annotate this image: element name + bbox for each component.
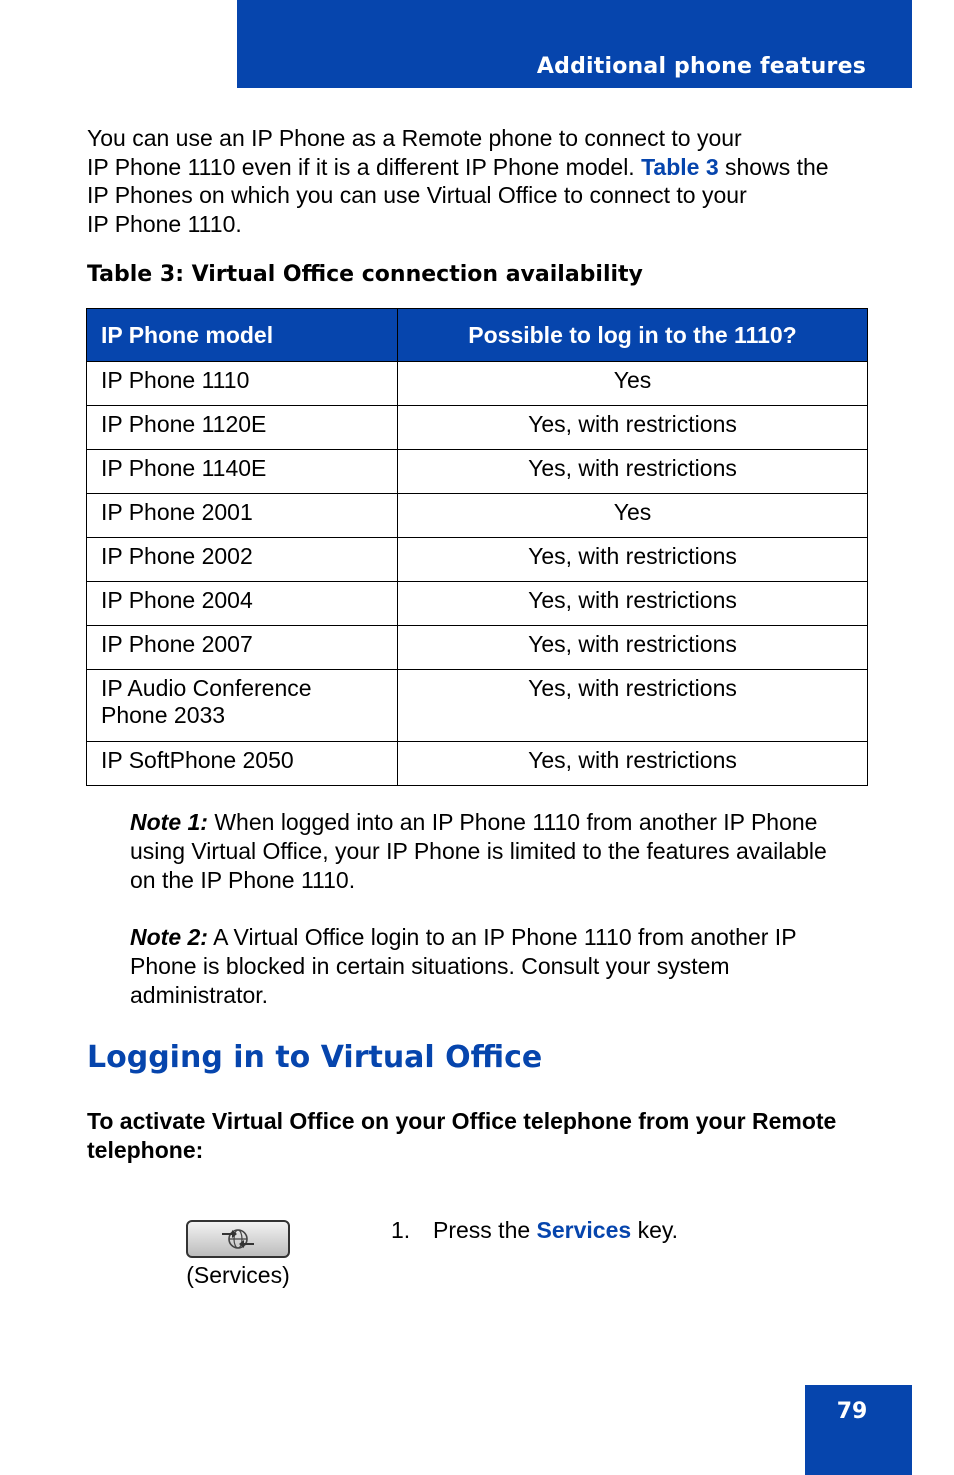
possible-cell: Yes, with restrictions	[398, 406, 868, 450]
header-bar	[237, 0, 912, 88]
note-2-text: A Virtual Office login to an IP Phone 1110 from another IP	[207, 924, 797, 950]
table-row	[87, 626, 868, 670]
header-title: Additional phone features	[536, 54, 866, 79]
table-caption: Table 3: Virtual Office connection availability	[87, 262, 643, 287]
page-number-box	[805, 1385, 912, 1475]
procedure-title-line-2: telephone:	[87, 1137, 204, 1163]
possible-cell: Yes, with restrictions	[398, 742, 868, 786]
model-cell-line-2: Phone 2033	[101, 702, 226, 728]
note-1-line-2: using Virtual Office, your IP Phone is limited to the features available	[130, 838, 827, 864]
note-2-line-1	[130, 923, 870, 952]
table-row	[87, 538, 868, 582]
table-header-row	[87, 309, 868, 362]
table-3-link[interactable]: Table 3	[641, 153, 719, 180]
procedure-title-line-1: To activate Virtual Office on your Office telephone from your Remote	[87, 1108, 837, 1134]
intro-paragraph	[87, 124, 877, 239]
intro-line-1: You can use an IP Phone as a Remote phone to connect to your	[87, 125, 742, 151]
possible-cell: Yes	[398, 494, 868, 538]
table-row	[87, 406, 868, 450]
intro-line-3: IP Phones on which you can use Virtual Office to connect to your	[87, 182, 747, 209]
intro-line-2-text: IP Phone 1110 even if it is a different IP Phone model.	[87, 153, 642, 180]
possible-cell: Yes, with restrictions	[398, 626, 868, 670]
note-1-label: Note 1:	[130, 809, 208, 835]
model-cell: IP SoftPhone 2050	[87, 742, 398, 786]
possible-cell: Yes	[398, 362, 868, 406]
services-key[interactable]	[186, 1220, 290, 1258]
note-1-line-3: on the IP Phone 1110.	[130, 867, 356, 893]
intro-line-2-tail: shows the	[718, 153, 829, 180]
table-row	[87, 670, 868, 742]
intro-line-2	[87, 153, 877, 182]
model-cell	[87, 670, 398, 742]
page-number: 79	[836, 1399, 868, 1424]
note-1-line-1	[130, 808, 870, 837]
note-2-line-2: Phone is blocked in certain situations. Consult your system	[130, 953, 730, 979]
note-2	[130, 923, 870, 1010]
model-cell: IP Phone 2007	[87, 626, 398, 670]
model-cell: IP Phone 2002	[87, 538, 398, 582]
services-icon	[218, 1225, 258, 1253]
possible-cell: Yes, with restrictions	[398, 450, 868, 494]
model-cell: IP Phone 1140E	[87, 450, 398, 494]
table-row	[87, 362, 868, 406]
model-cell-line-1: IP Audio Conference	[101, 675, 312, 701]
services-link[interactable]: Services	[536, 1217, 632, 1243]
table-row	[87, 582, 868, 626]
table-row	[87, 494, 868, 538]
model-cell: IP Phone 2001	[87, 494, 398, 538]
possible-cell: Yes, with restrictions	[398, 670, 868, 742]
availability-table	[86, 308, 868, 786]
step-tail: key.	[631, 1217, 679, 1243]
procedure-title	[87, 1107, 887, 1165]
note-2-line-3: administrator.	[130, 982, 269, 1008]
possible-cell: Yes, with restrictions	[398, 582, 868, 626]
step-number: 1.	[391, 1217, 411, 1243]
model-cell: IP Phone 1120E	[87, 406, 398, 450]
table-row	[87, 450, 868, 494]
intro-line-4: IP Phone 1110.	[87, 211, 242, 238]
note-2-label: Note 2:	[130, 924, 208, 950]
header-ip-phone-model: IP Phone model	[87, 309, 398, 362]
model-cell: IP Phone 1110	[87, 362, 398, 406]
table-row	[87, 742, 868, 786]
note-1-text: When logged into an IP Phone 1110 from another IP Phone	[207, 809, 818, 835]
header-possible-to-log-in: Possible to log in to the 1110?	[398, 309, 868, 362]
step-text: Press the	[433, 1217, 537, 1243]
section-heading: Logging in to Virtual Office	[87, 1040, 543, 1075]
model-cell: IP Phone 2004	[87, 582, 398, 626]
step-1	[391, 1217, 678, 1244]
services-key-caption: (Services)	[186, 1262, 290, 1288]
note-1	[130, 808, 870, 895]
possible-cell: Yes, with restrictions	[398, 538, 868, 582]
